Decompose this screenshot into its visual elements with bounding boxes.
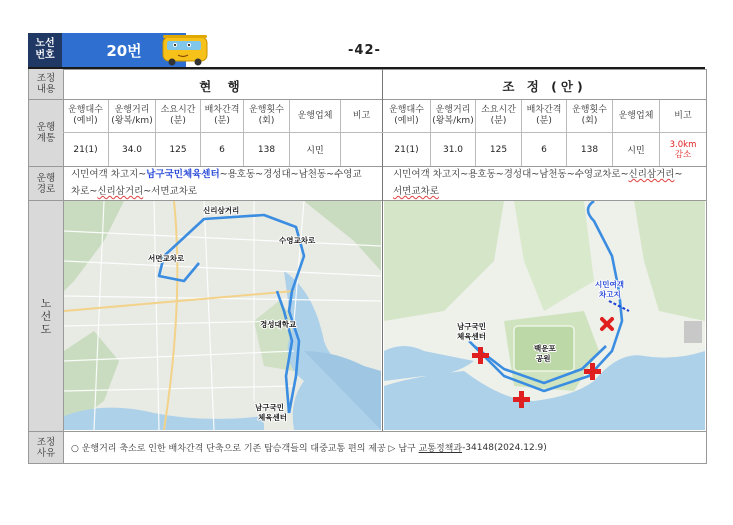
- cur-val-trips: 138: [257, 144, 276, 155]
- proposed-path: 시민여객 차고지~용호동~경성대~남천동~수영교차로~신리삼거리~ 서면교차로: [393, 169, 683, 197]
- proposed-title: 조 정 (안): [502, 79, 587, 94]
- map-label-namgu-a: 남구국민: [255, 403, 284, 412]
- map-label-namgu-b: 체육센터: [258, 413, 287, 422]
- new-col-trips: 운행횟수 (회): [572, 105, 607, 126]
- map-label-park-a: 백운포: [534, 344, 556, 353]
- map-label-center-b: 체육센터: [457, 332, 486, 341]
- cur-val-company: 시민: [306, 146, 324, 156]
- new-col-interval: 배차간격 (분): [526, 105, 562, 126]
- map-label-center-a: 남구국민: [457, 322, 486, 331]
- map-label-park-b: 공원: [536, 354, 551, 363]
- new-val-trips: 138: [580, 144, 599, 155]
- new-col-company: 운행업체: [618, 110, 654, 121]
- new-val-vehicles: 21(1): [394, 144, 419, 155]
- proposed-map-canvas: [384, 201, 705, 430]
- new-val-company: 시민: [627, 146, 645, 156]
- bus-icon: [159, 33, 211, 67]
- cur-val-time: 125: [169, 144, 187, 155]
- cur-val-interval: 6: [219, 144, 225, 155]
- map-label-sinri: 신리삼거리: [203, 206, 240, 215]
- cur-col-time: 소요시간 (분): [160, 105, 196, 126]
- cur-col-vehicles: 운행대수 (예비): [68, 105, 103, 126]
- cur-val-note: [341, 133, 382, 166]
- cur-col-trips: 운행횟수 (회): [249, 105, 284, 126]
- header-bar: [28, 33, 705, 69]
- page-number: -42-: [348, 43, 381, 58]
- map-label-garage-a: 시민여객: [595, 280, 624, 289]
- cur-val-vehicles: 21(1): [73, 144, 98, 155]
- route-number-label: 노선 번호: [28, 33, 62, 67]
- new-col-time: 소요시간 (분): [481, 105, 516, 126]
- label-path: 운행 경로: [29, 167, 64, 200]
- route-number: 20번: [62, 33, 186, 67]
- current-map-canvas: [64, 201, 381, 430]
- cur-col-note: 비고: [352, 110, 371, 121]
- label-reason: 조정 사유: [29, 432, 64, 463]
- label-map: 노 선 도: [29, 201, 64, 431]
- map-label-seomyeon: 서면교차로: [148, 254, 185, 263]
- current-path: 시민여객 차고지~남구국민체육센터~용호동~경성대~남천동~수영교 차로~신리삼거리~서면교차로: [71, 169, 362, 197]
- removed-stop: 남구국민체육센터: [146, 169, 220, 180]
- adjust-reason: ○ 운행거리 축소로 인한 배차간격 단축으로 기존 탑승객들의 대중교통 편의 제공 ▷ 남구 교통정책과 -34148(2024.12.9): [71, 442, 547, 454]
- new-col-vehicles: 운행대수 (예비): [389, 105, 424, 126]
- current-title: 현 행: [199, 79, 246, 94]
- new-val-interval: 6: [541, 144, 547, 155]
- label-adjust: 조정 내용: [29, 69, 64, 99]
- cur-col-distance: 운행거리 (왕복/km): [111, 105, 153, 126]
- map-label-kyungsung: 경성대학교: [260, 320, 297, 329]
- new-col-distance: 운행거리 (왕복/km): [432, 105, 474, 126]
- map-label-suyeong: 수영교차로: [279, 236, 316, 245]
- label-operation: 운행 계통: [29, 100, 64, 166]
- cur-col-interval: 배차간격 (분): [204, 105, 240, 126]
- new-val-note: 3.0km 감소: [669, 139, 697, 160]
- cur-col-company: 운행업체: [297, 110, 333, 121]
- new-col-note: 비고: [674, 110, 692, 121]
- cur-val-distance: 34.0: [121, 144, 143, 155]
- new-val-distance: 31.0: [442, 144, 464, 155]
- current-route-map[interactable]: [64, 201, 381, 430]
- new-val-time: 125: [489, 144, 508, 155]
- route-table: [28, 69, 707, 464]
- map-label-garage-b: 차고지: [599, 290, 621, 299]
- proposed-route-map[interactable]: [384, 201, 705, 430]
